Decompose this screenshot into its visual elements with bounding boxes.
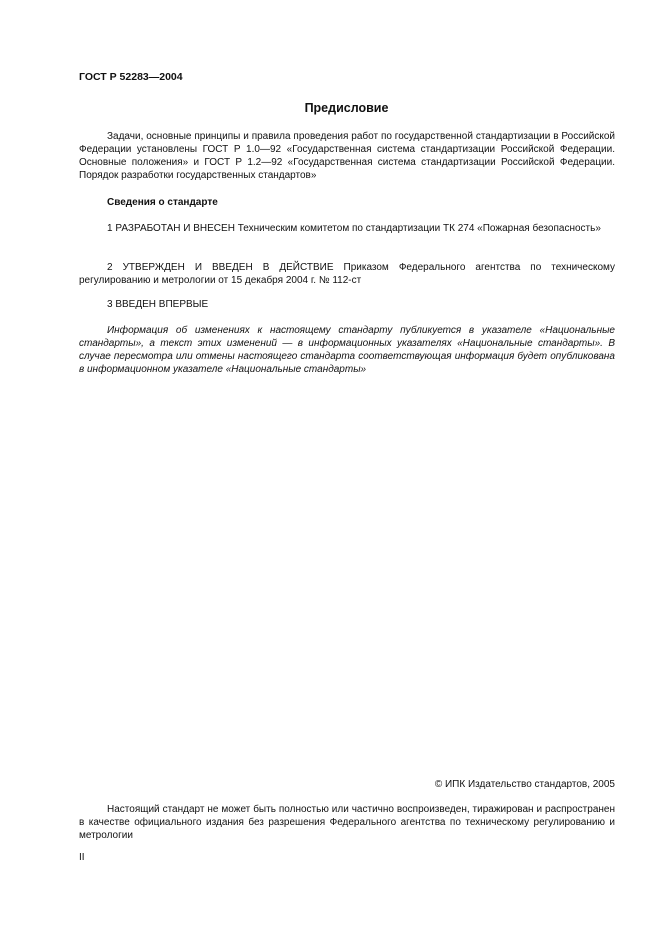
page-number: II <box>79 852 85 863</box>
list-item-3: 3 ВВЕДЕН ВПЕРВЫЕ <box>107 299 209 310</box>
copyright: © ИПК Издательство стандартов, 2005 <box>434 779 615 790</box>
page-title: Предисловие <box>304 101 389 115</box>
list-item-2: 2 УТВЕРЖДЕН И ВВЕДЕН В ДЕЙСТВИЕ Приказом Федерального агентства по техническому регулированию и метрологии от 15 декабря 2004 г. № 112-ст <box>79 262 615 286</box>
document-id: ГОСТ Р 52283—2004 <box>79 71 183 83</box>
legal-notice: Настоящий стандарт не может быть полностью или частично воспроизведен, тиражирован и распространен в качестве официального издания без разрешения Федерального агентства по техническому регулированию и метрологии <box>79 804 615 841</box>
section-heading: Сведения о стандарте <box>107 197 218 208</box>
notice-paragraph: Информация об изменениях к настоящему стандарту публикуется в указателе «Национальные стандарты», а текст этих изменений — в информационных указателях «Национальные стандарты». В случае пересмотра или отмены настоящего стандарта соответствующая информация будет опубликована в информационном указателе «Национальные стандарты» <box>79 325 615 375</box>
list-item-1: 1 РАЗРАБОТАН И ВНЕСЕН Техническим комитетом по стандартизации ТК 274 «Пожарная безопасность» <box>107 223 601 234</box>
intro-paragraph: Задачи, основные принципы и правила проведения работ по государственной стандартизации в Российской Федерации установлены ГОСТ Р 1.0—92 «Государственная система стандартизации Российской Федерации. Основные положения» и ГОСТ Р 1.2—92 «Государственная система стандартизации Российской Федерации. Порядок разработки государственных стандартов» <box>79 131 615 181</box>
